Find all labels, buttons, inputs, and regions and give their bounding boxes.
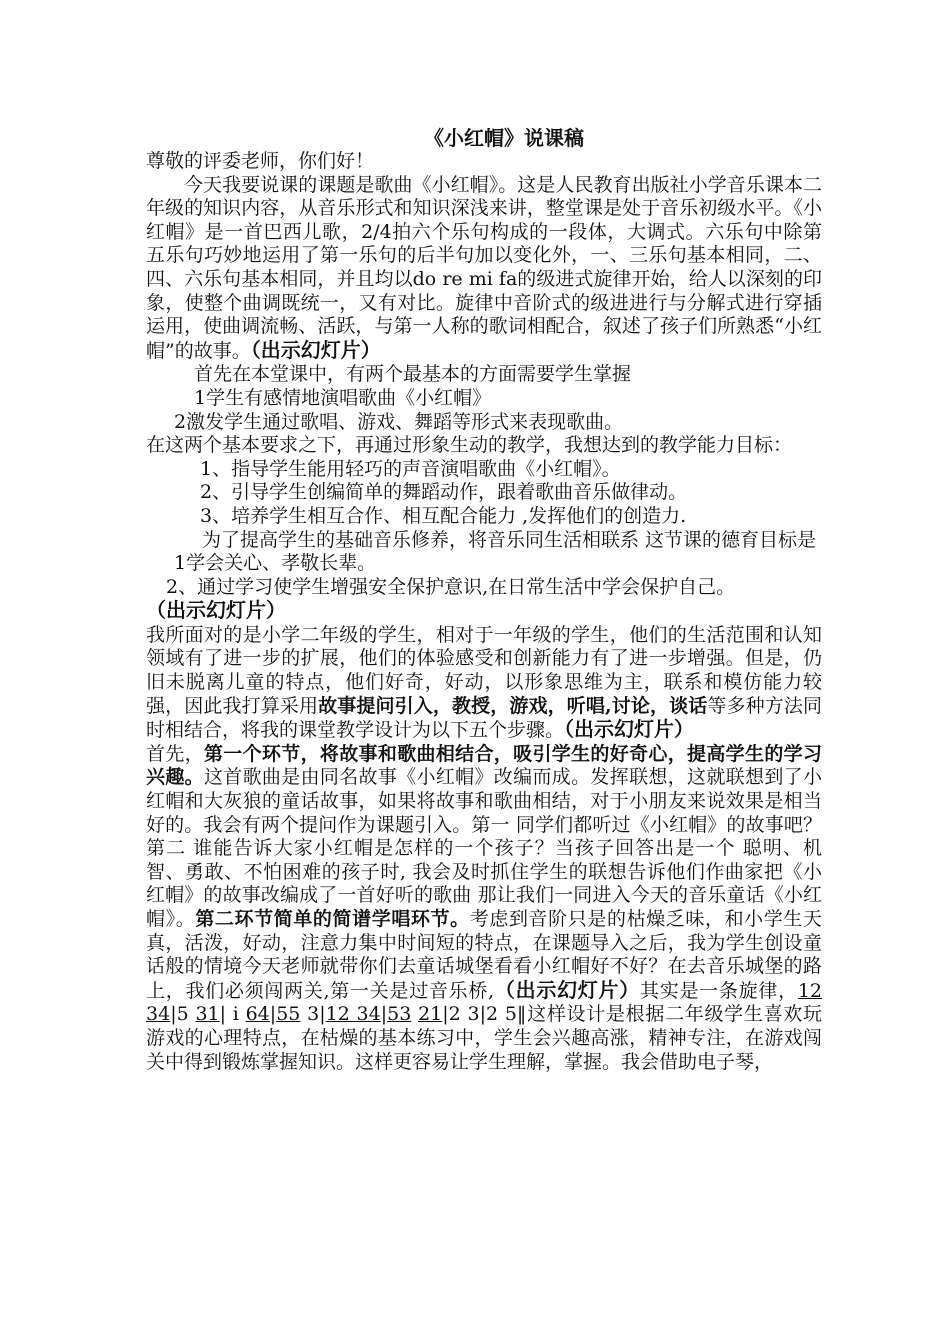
slide-note: （出示幻灯片）	[146, 598, 286, 623]
moral-item-2: 2、通过学习使学生增强安全保护意识,在日常生活中学会保护自己。	[166, 575, 736, 598]
notation-segment: 3|	[300, 1003, 326, 1026]
step-1-heading: 第一个环节，将故事和歌曲相结合，吸引学生的好奇心，提高学生的学习兴趣。	[146, 742, 822, 789]
notation-segment: |	[269, 1003, 277, 1026]
document-title: 《小红帽》说课稿	[424, 126, 584, 150]
paragraph-students	[146, 624, 822, 743]
moral-item-1: 1学会关心、孝敬长辈。	[174, 552, 377, 575]
notation-segment: 53	[387, 1003, 412, 1026]
greeting: 尊敬的评委老师，你们好！	[146, 150, 375, 172]
basic-item-2: 2激发学生通过歌唱、游戏、舞蹈等形式来表现歌曲。	[174, 410, 624, 433]
paragraph-intro	[146, 174, 822, 364]
notation-segment: 64	[245, 1003, 270, 1026]
document-body	[146, 126, 822, 1074]
goal-item-3: 3、培养学生相互合作、相互配合能力 ,发挥他们的创造力.	[200, 504, 687, 527]
moral-intro-text: 为了提高学生的基础音乐修养，将音乐同生活相联系 这节课的德育目标是	[202, 528, 817, 551]
step-2-heading: 第二环节简单的简谱学唱环节。	[195, 908, 470, 930]
paragraph-goals-intro: 在这两个基本要求之下，再通过形象生动的教学，我想达到的教学能力目标：	[146, 434, 793, 457]
basic-item-1: 1学生有感情地演唱歌曲《小红帽》	[194, 386, 492, 409]
paragraph-steps	[146, 743, 822, 1074]
notation-segment: 31	[195, 1003, 220, 1026]
students-text-end: 等多种方法同时相结合，将我的课堂教学设计为以下五个步骤。	[146, 694, 822, 742]
notation-segment: 12 34	[325, 1003, 381, 1026]
notation-segment: 55	[276, 1003, 301, 1026]
paragraph-moral-intro	[146, 529, 822, 553]
paragraph-basics: 首先在本堂课中，有两个最基本的方面需要学生掌握	[194, 363, 632, 386]
notation-segment: |	[380, 1003, 388, 1026]
step-2-text: 考虑到音阶只是的枯燥乏味，和小学生天真，活泼，好动，注意力集中时间短的特点，在课题导入之后，我为学生创设童话般的情境今天老师就带你们去童话城堡看看小红帽好不好？在去音乐城堡的路上，我们必须闯两关,第一关是过音乐桥,	[146, 908, 822, 1002]
steps-lead: 首先，	[146, 742, 204, 765]
paragraph-intro-text: 今天我要说课的课题是歌曲《小红帽》。这是人民教育出版社小学音乐课本二年级的知识内容，从音乐形式和知识深浅来讲，整堂课是处于音乐初级水平。《小红帽》是一首巴西儿歌，2/4拍六个乐句构成的一段体，大调式。六乐句中除第五乐句巧妙地运用了第一乐句的后半句加以变化外，一、三乐句基本相同，二、四、六乐句基本相同，并且均以do re mi fa的级进式旋律开始，给人以深刻的印象，使整个曲调既统一，又有对比。旋律中音阶式的级进进行与分解式进行穿插运用，使曲调流畅、活跃，与第一人称的歌词相配合，叙述了孩子们所熟悉“小红帽”的故事。	[146, 173, 822, 362]
slide-note: （出示幻灯片）	[564, 717, 695, 742]
goal-item-1: 1、指导学生能用轻巧的声音演唱歌曲《小红帽》。	[200, 457, 621, 480]
step-2-text-end: 这样设计是根据二年级学生喜欢玩游戏的心理特点，在枯燥的基本练习中，学生会兴趣高涨，精神专注，在游戏闯关中得到锻炼掌握知识。这样更容易让学生理解，掌握。我会借助电子琴，	[146, 1003, 823, 1073]
slide-note: （出示幻灯片）	[250, 337, 381, 362]
notation-segment: |2 3|2 5‖	[442, 1003, 527, 1026]
students-text: 我所面对的是小学二年级的学生，相对于一年级的学生，他们的生活范围和认知领域有了进一步的扩展，他们的体验感受和创新能力有了进一步增强。但是，仍旧未脱离儿童的特点，他们好奇，好动，以形象思维为主，联系和模仿能力较强，因此我打算采用	[146, 623, 822, 717]
methods-bold: 故事提问引入，教授，游戏，听唱,讨论，谈话	[318, 694, 708, 717]
notation-segment: 21	[418, 1003, 443, 1026]
slide-note: （出示幻灯片）	[494, 977, 640, 1002]
slide-note-2	[146, 599, 822, 624]
notation-segment: 12 34	[146, 979, 822, 1026]
notation-segment: |5	[170, 1003, 196, 1026]
notation-segment: | i	[219, 1003, 246, 1026]
goal-item-2: 2、引导学生创编简单的舞蹈动作，跟着歌曲音乐做律动。	[200, 481, 688, 504]
step-1-text: 这首歌曲是由同名故事《小红帽》改编而成。发挥联想，这就联想到了小红帽和大灰狼的童话故事，如果将故事和歌曲相结，对于小朋友来说效果是相当好的。我会有两个提问作为课题引入。第一 同学们都听过《小红帽》的故事吧？第二 谁能告诉大家小红帽是怎样的一个孩子？当孩子回答出是一个 聪明、机智、勇敢、不怕困难的孩子时, 我会及时抓住学生的联想告诉他们作曲家把《小红帽》的故事改编成了一首好听的歌曲 那让我们一同进入今天的音乐童话《小红帽》。	[146, 766, 822, 930]
step-2-melody-lead: 其实是一条旋律，	[639, 979, 798, 1002]
